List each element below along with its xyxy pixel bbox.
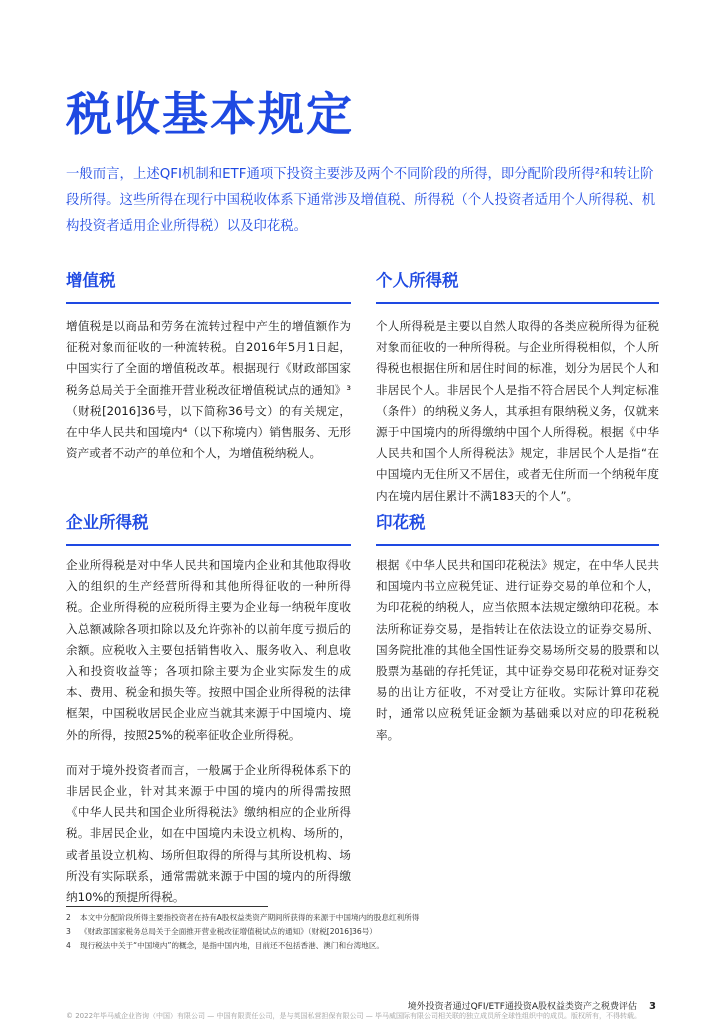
vat-paragraph-1: 增值税是以商品和劳务在流转过程中产生的增值额作为征税对象而征收的一种流转税。自2016年5月1日起，中国实行了全面的增值税改革。根据现行《财政部国家税务总局关于全面推开营业税改征增值税试点的通知》³（财税[2016]36号，以下简称36号文）的有关规定，在中华人民共和国境内⁴（以下称境内）销售服务、无形资产或者不动产的单位和个人，为增值税纳税人。 (66, 319, 351, 461)
footnote: 2 本文中分配阶段所得主要指投资者在持有A股权益类资产期间所获得的来源于中国境内的股息红利所得 (66, 913, 420, 922)
cit-paragraph-1: 企业所得税是对中华人民共和国境内企业和其他取得收入的组织的生产经营所得和其他所得征收的一种所得税。企业所得税的应税所得主要为企业每一纳税年度收入总额减除各项扣除以及允许弥补的以前年度亏损后的余额。应税收入主要包括销售收入、服务收入、利息收入和投资收益等；各项扣除主要为企业实际发生的成本、费用、税金和损失等。按照中国企业所得税的法律框架，中国税收居民企业应当就其来源于中国境内、境外的所得，按照25%的税率征收企业所得税。 (66, 558, 351, 742)
section-vat (66, 268, 351, 464)
section-heading-iit: 个人所得税 (376, 268, 659, 304)
intro-paragraph: 一般而言，上述QFI机制和ETF通项下投资主要涉及两个不同阶段的所得，即分配阶段所得²和转让阶段所得。这些所得在现行中国税收体系下通常涉及增值税、所得税（个人投资者适用个人所得税、机构投资者适用企业所得税）以及印花税。 (66, 167, 656, 234)
section-stamp (376, 510, 659, 746)
footnote: 4 现行税法中关于“中国境内”的概念，是指中国内地，目前还不包括香港、澳门和台湾地区。 (66, 941, 385, 950)
page-number: 3 (649, 1001, 656, 1012)
stamp-paragraph-1: 根据《中华人民共和国印花税法》规定，在中华人民共和国境内书立应税凭证、进行证券交易的单位和个人，为印花税的纳税人，应当依照本法规定缴纳印花税。本法所称证券交易，是指转让在依法设立的证券交易所、国务院批准的其他全国性证券交易场所交易的股票和以股票为基础的存托凭证，其中证券交易印花税对证券交易的出让方征收，不对受让方征收。实际计算印花税时，通常以应税凭证金额为基础乘以对应的印花税税率。 (376, 558, 659, 742)
footer-doc-title: 境外投资者通过QFI/ETF通投资A股权益类资产之税费评估 (407, 1002, 638, 1012)
section-heading-cit: 企业所得税 (66, 510, 351, 546)
page-title: 税收基本规定 (66, 87, 354, 141)
footnote-divider (66, 906, 268, 907)
copyright-notice: © 2022年毕马威企业咨询（中国）有限公司 — 中国有限责任公司，是与英国私营担保有限公司 — 毕马威国际有限公司相关联的独立成员所全球性组织中的成员。版权所有，不得转载。 (66, 1012, 641, 1020)
iit-paragraph-1: 个人所得税是主要以自然人取得的各类应税所得为征税对象而征收的一种所得税。与企业所得税相似，个人所得税也根据住所和居住时间的标准，划分为居民个人和非居民个人。非居民个人是指不符合居民个人判定标准（条件）的纳税义务人，其承担有限纳税义务，仅就来源于中国境内的所得缴纳中国个人所得税。根据《中华人民共和国个人所得税法》规定，非居民个人是指“在中国境内无住所又不居住，或者无住所而一个纳税年度内在境内居住累计不满183天的个人”。 (376, 319, 659, 503)
cit-paragraph-2: 而对于境外投资者而言，一般属于企业所得税体系下的非居民企业，针对其来源于中国的境内的所得需按照《中华人民共和国企业所得税法》缴纳相应的企业所得税。非居民企业，如在中国境内未设立机构、场所的，或者虽设立机构、场所但取得的所得与其所设机构、场所没有实际联系，通常需就来源于中国的境内的所得缴纳10%的预提所得税。 (66, 762, 351, 905)
section-cit (66, 510, 351, 908)
section-heading-stamp: 印花税 (376, 510, 659, 546)
footnotes (66, 911, 666, 953)
section-iit (376, 268, 659, 507)
section-heading-vat: 增值税 (66, 268, 351, 304)
footnote: 3 《财政部国家税务总局关于全面推开营业税改征增值税试点的通知》（财税[2016]36号） (66, 927, 377, 936)
